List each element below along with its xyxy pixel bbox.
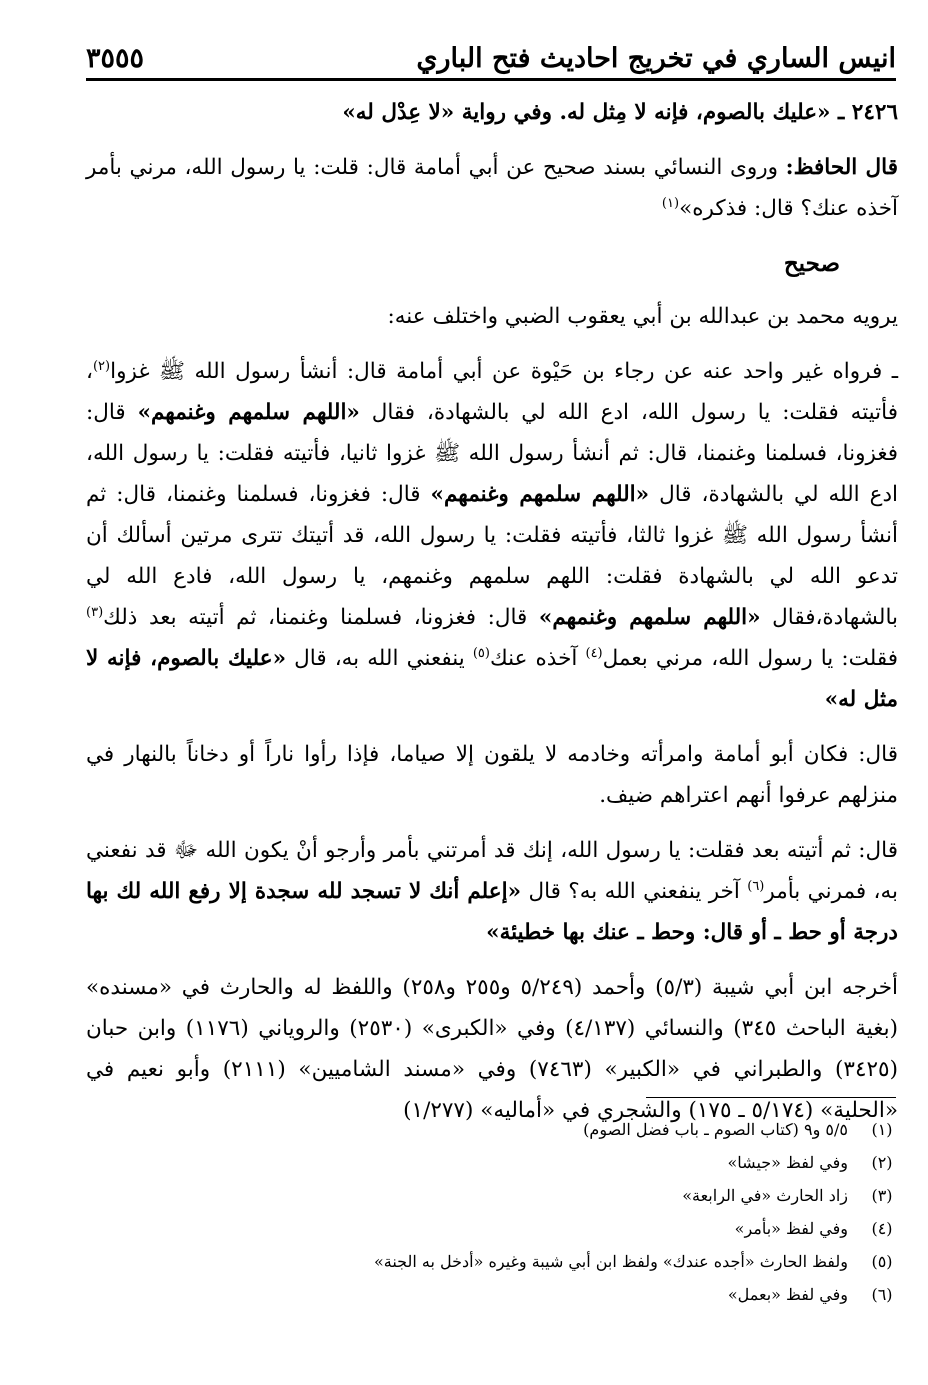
footnote-text: زاد الحارث «في الرابعة» [682,1186,848,1205]
household-paragraph: قال: فكان أبو أمامة وامرأته وخادمه لا يلقون إلا صياما، فإذا رأوا ناراً أو دخاناً بالنهار في منزلهم عرفوا أنهم اعتراهم ضيف. [86,742,898,808]
narration-text: آخر ينفعني الله به؟ قال [528,879,740,904]
footnote-text: ولفظ الحارث «أجده عندك» ولفظ ابن أبي شيبة وغيره «أدخل به الجنة» [373,1252,848,1271]
dua-text: «اللهم سلمهم وغنمهم» [430,482,650,507]
hafiz-label: قال الحافظ: [785,155,898,180]
hafiz-paragraph [86,147,898,229]
running-header [86,38,896,81]
footnote-text: وفي لفظ «بأمر» [734,1219,848,1238]
takhrij-paragraph: أخرجه ابن أبي شيبة (٥/٣) وأحمد (٥/٢٤٩ و٢٥٥ و٢٥٨) واللفظ له والحارث في «مسنده» (بغية الباحث ٣٤٥) والنسائي (٤/١٣٧) وفي «الكبرى» (٢٥٣٠) والروياني (١١٧٦) وابن حبان (٣٤٢٥) والطبراني في «الكبير» (٧٤٦٣) وفي «مسند الشاميين» (٢١١١) وأبو نعيم في «الحلية» (٥/١٧٤ ـ ١٧٥) والشجري في «أماليه» (١/٢٧٧) [86,975,899,1123]
footnote-number: (٥) [871,1252,893,1271]
hadith-number: ٢٤٢٦ ـ [838,100,898,125]
book-title: انيس الساري في تخريج احاديث فتح الباري [416,43,896,74]
narration-paragraph [86,351,898,720]
prostration-paragraph [86,830,898,953]
narration-text: قال: فغزونا، فسلمنا وغنمنا، قال: ثم أنشأ رسول الله ﷺ غزوا ثالثا، فأتيته فقلت: يا رسول الله، قد أتيتك تترى مرتين أسألك أن تدعو الله لي بالشهادة فقلت: اللهم سلمهم وغنمهم، يا رسول الله، فادع الله لي بالشهادة،فقال [86,482,898,630]
footnote-divider [646,1097,896,1098]
hafiz-text: وروى النسائي بسند صحيح عن أبي أمامة قال: قلت: يا رسول الله، مرني بأمر آخذه عنك؟ قال: فذكره» [86,155,898,221]
footnote-text: وفي لفظ «جيشا» [727,1153,848,1172]
footnote-text: ٥/٥ و٩ (كتاب الصوم ـ باب فضل الصوم) [583,1120,848,1139]
page-number: ٣٥٥٥ [86,43,145,74]
footnote-text: وفي لفظ «بعمل» [727,1285,848,1304]
hadith-matn: «عليك بالصوم، فإنه لا مثل له» [86,646,898,712]
footnote-number: (١) [871,1120,893,1139]
hadith-matn: «إعلم أنك لا تسجد لله سجدة إلا رفع الله لك بها درجة أو حط ـ أو قال: وحط ـ عنك بها خطيئة» [86,879,898,945]
footnote [86,1245,896,1278]
footnote-ref-3: (٣) [86,604,104,620]
narration-text: قال: فغزونا، فسلمنا وغنمنا، ثم أتيته بعد ذلك [103,605,528,630]
footnote-ref-2: (٢) [92,358,111,374]
footnote-ref-1: (١) [661,195,680,211]
narration-text: ، فأتيته فقلت: يا رسول الله، ادع الله لي بالشهادة، فقال [86,359,898,425]
footnote-number: (٣) [871,1186,893,1205]
grade-heading: صحيح [783,250,840,277]
narration-text: ـ فرواه غير واحد عنه عن رجاء بن حَيْوة عن أبي أمامة قال: أنشأ رسول الله ﷺ غزوا [110,359,898,384]
footnote-ref-5: (٥) [472,645,490,661]
footnote-number: (٦) [871,1285,893,1304]
dua-text: «اللهم سلمهم وغنمهم» [137,400,360,425]
footnote [86,1113,896,1146]
footnote [86,1146,896,1179]
intro-paragraph: يرويه محمد بن عبدالله بن أبي يعقوب الضبي واختلف عنه: [387,304,898,329]
narration-text: آخذه عنك [489,646,578,671]
main-text [86,92,898,1145]
footnote-ref-6: (٦) [747,878,765,894]
hadith-text: «عليك بالصوم، فإنه لا مِثل له. وفي رواية «لا عِدْل له» [342,100,831,125]
footnote [86,1212,896,1245]
hadith-heading [86,92,898,133]
narration-text: قال: فغزونا، فسلمنا وغنمنا، قال: ثم أنشأ رسول الله ﷺ غزوا ثانيا، فأتيته فقلت: يا رسول الله، ادع الله لي بالشهادة، قال [86,400,899,507]
narration-text: قال: ثم أتيته بعد فقلت: يا رسول الله، إنك قد أمرتني بأمر وأرجو أنْ يكون الله ﷻ قد نفعني به، فمرني بأمر [86,838,898,904]
footnote-number: (٢) [871,1153,893,1172]
footnote-ref-4: (٤) [585,645,603,661]
narration-text: فقلت: يا رسول الله، مرني بعمل [602,646,898,671]
footnote-number: (٤) [871,1219,893,1238]
footnote [86,1278,896,1311]
footnotes [86,1113,896,1311]
narration-text: ينفعني الله به، قال [294,646,465,671]
dua-text: «اللهم سلمهم وغنمهم» [538,605,761,630]
footnote [86,1179,896,1212]
